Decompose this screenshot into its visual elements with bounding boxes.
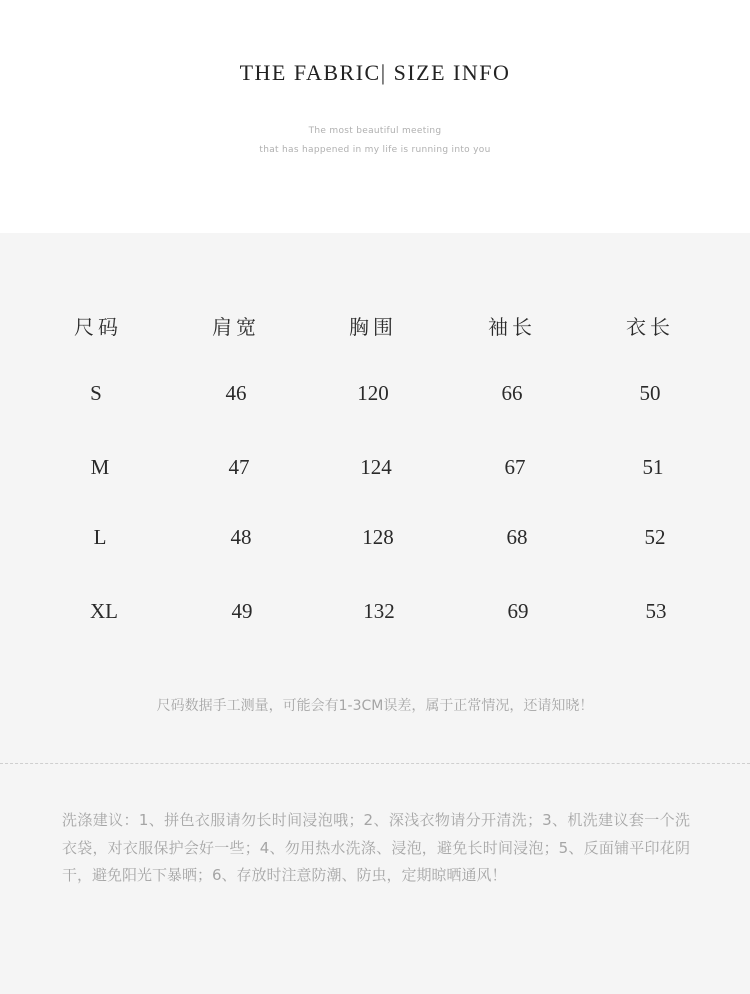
tagline-line-1: The most beautiful meeting xyxy=(308,126,442,136)
table-cell: S xyxy=(90,381,102,405)
table-cell: 120 xyxy=(357,381,389,405)
header-section xyxy=(0,0,750,233)
table-cell: 124 xyxy=(360,455,392,479)
table-cell: 66 xyxy=(501,381,523,405)
table-header-cell: 肩宽 xyxy=(212,315,260,339)
table-cell: 53 xyxy=(645,599,667,623)
table-cell: M xyxy=(90,455,110,479)
table-cell: L xyxy=(93,525,107,549)
table-cell: 69 xyxy=(507,599,529,623)
table-cell: 50 xyxy=(639,381,661,405)
measurement-note: 尺码数据手工测量，可能会有1-3CM误差，属于正常情况，还请知晓！ xyxy=(156,698,594,714)
tagline-line-2: that has happened in my life is running into you xyxy=(259,145,491,155)
table-cell: 46 xyxy=(225,381,247,405)
table-cell: 47 xyxy=(228,455,250,479)
table-header-cell: 衣长 xyxy=(626,315,674,339)
care-instructions: 洗涤建议：1、拼色衣服请勿长时间浸泡哦；2、深浅衣物请分开清洗；3、机洗建议套一个洗衣袋，对衣服保护会好一些；4、勿用热水洗涤、浸泡，避免长时间浸泡；5、反面铺平印花阴干，避免阳光下暴晒；6、存放时注意防潮、防虫，定期晾晒通风！ xyxy=(62,811,690,884)
table-cell: 51 xyxy=(642,455,664,479)
table-cell: 67 xyxy=(504,455,526,479)
table-cell: XL xyxy=(90,599,118,623)
page-title: THE FABRIC| SIZE INFO xyxy=(239,60,511,85)
dashed-divider xyxy=(0,763,750,764)
table-header-cell: 胸围 xyxy=(349,315,397,339)
table-cell: 132 xyxy=(363,599,395,623)
table-cell: 128 xyxy=(362,525,394,549)
table-cell: 48 xyxy=(230,525,252,549)
table-cell: 68 xyxy=(506,525,528,549)
table-header-cell: 尺码 xyxy=(74,315,122,339)
table-cell: 52 xyxy=(644,525,666,549)
table-cell: 49 xyxy=(231,599,253,623)
table-header-cell: 袖长 xyxy=(488,315,536,339)
